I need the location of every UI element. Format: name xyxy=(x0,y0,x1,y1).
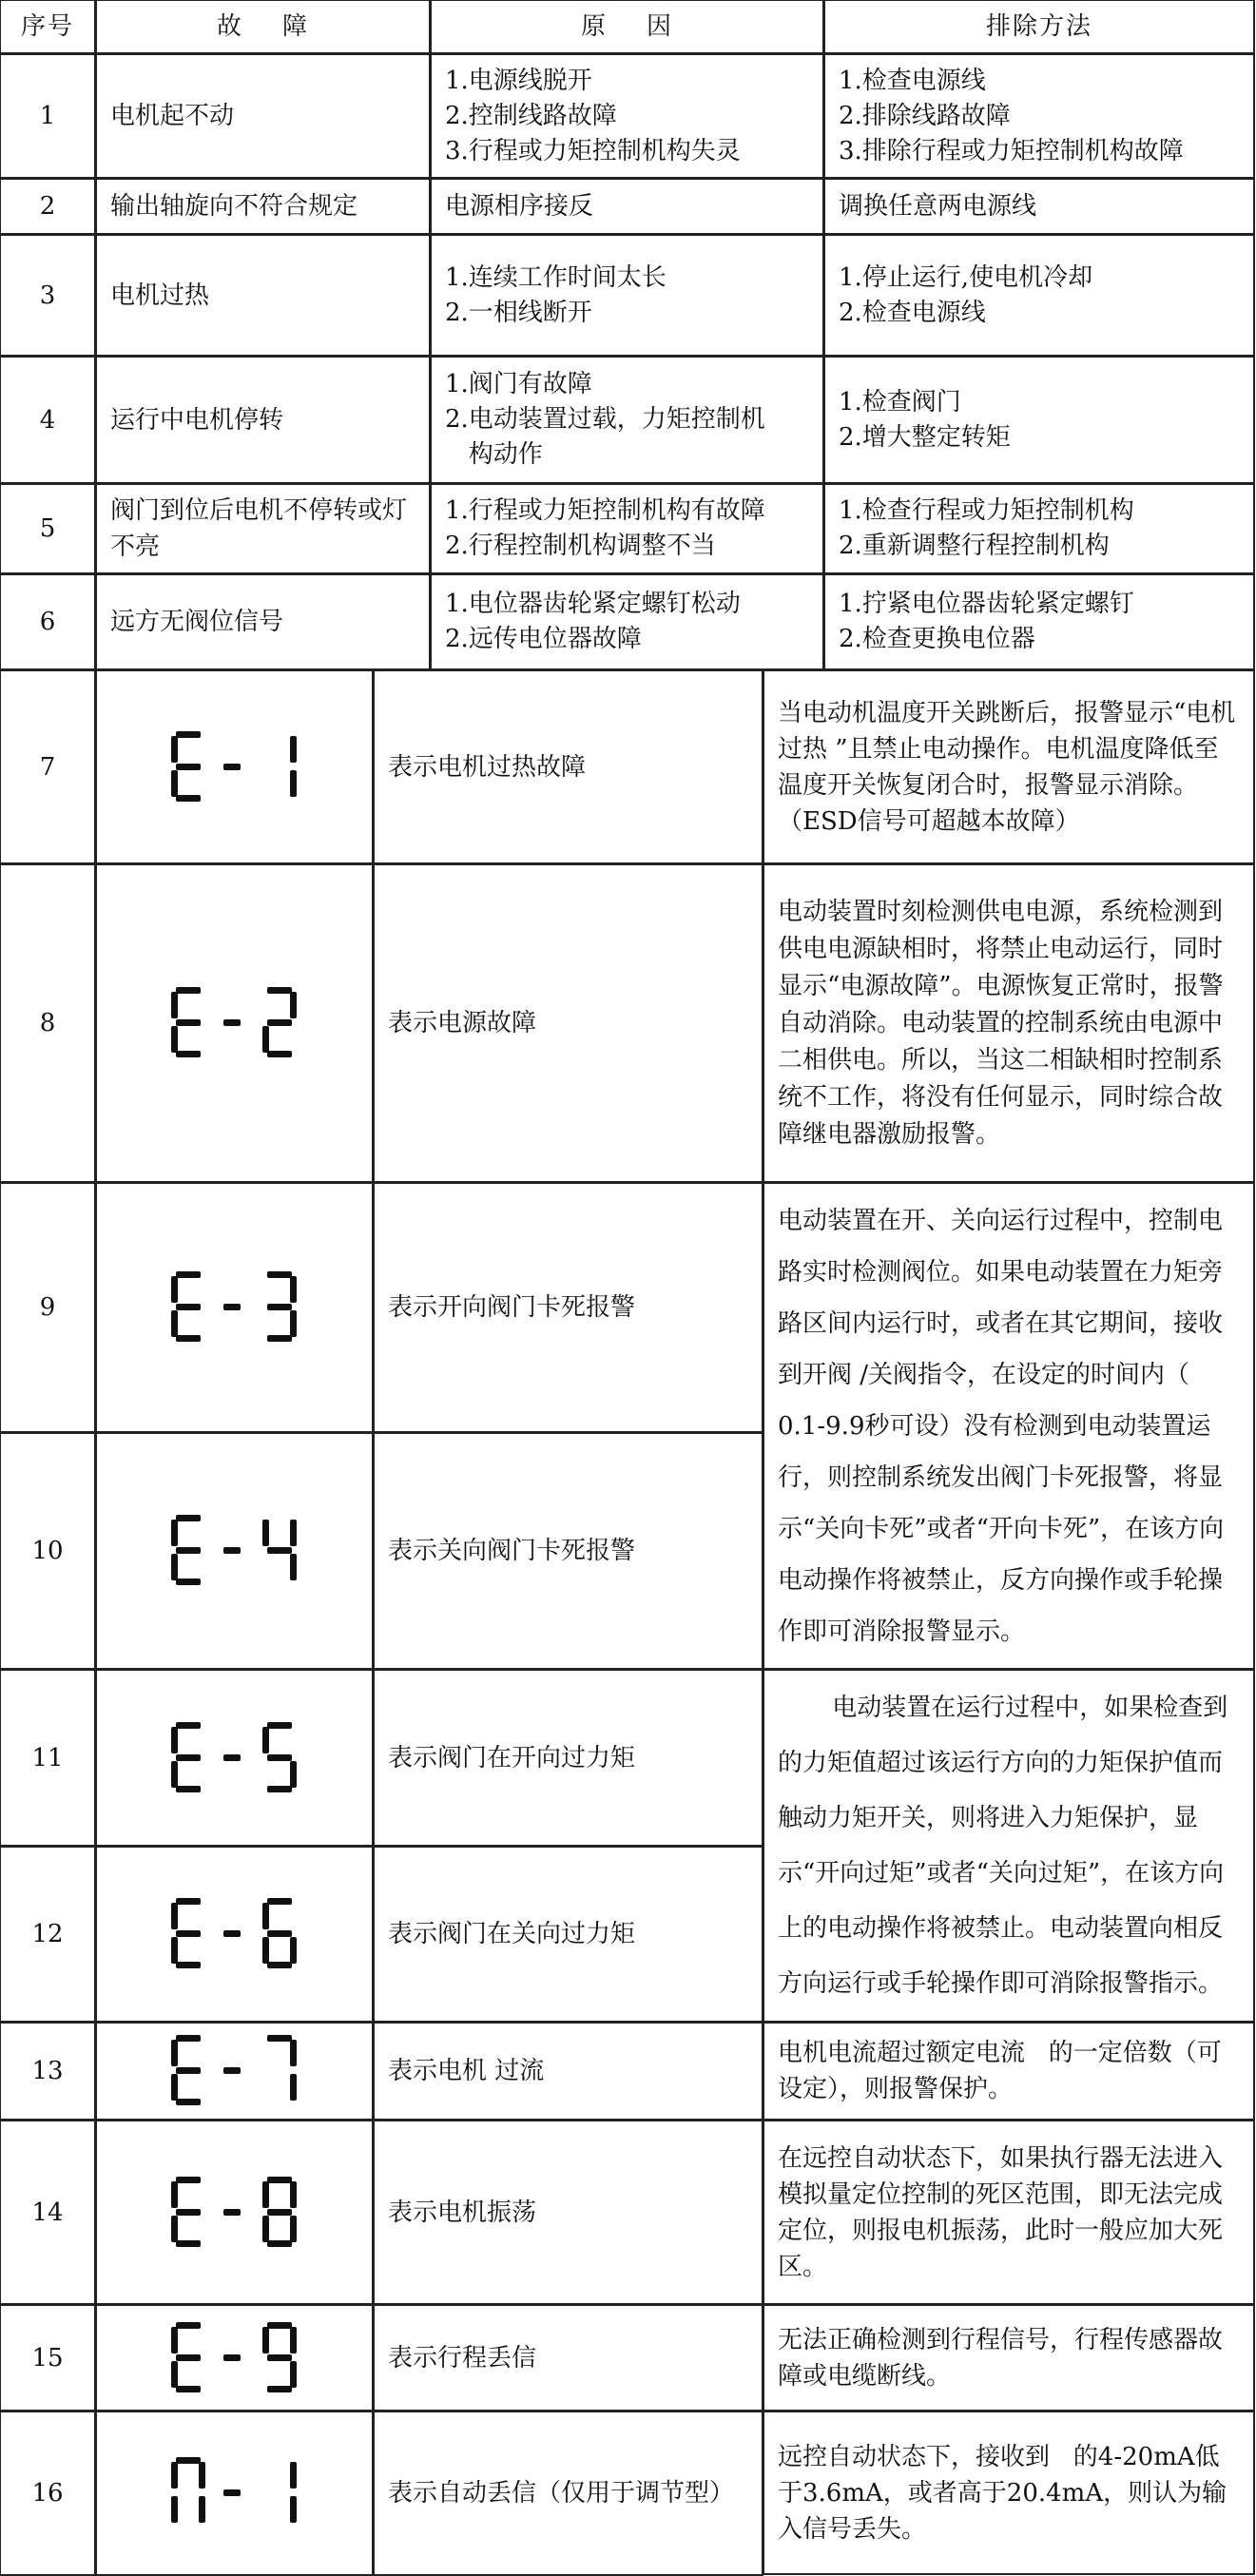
segment-g xyxy=(223,2354,241,2361)
segment-g xyxy=(267,1930,292,1937)
segment-a xyxy=(176,2035,201,2042)
description-cell xyxy=(373,2022,763,2121)
header-cause-label: 原 因 xyxy=(580,12,674,41)
cause-line: 3.行程或力矩控制机构失灵 xyxy=(445,136,741,165)
error-code-cell xyxy=(95,2411,374,2576)
segment-f xyxy=(262,2181,269,2208)
remedy-cell xyxy=(823,178,1255,235)
remedy-list xyxy=(839,261,1240,331)
segment-a xyxy=(267,2035,292,2042)
code-digit-e xyxy=(171,1898,201,1968)
error-code-cell xyxy=(95,2120,374,2305)
segment-d xyxy=(176,1335,201,1342)
segment-a xyxy=(267,987,292,994)
segment-f xyxy=(171,1520,178,1546)
code-digit-dash xyxy=(223,1019,241,1026)
segment-c xyxy=(290,2216,297,2242)
cause-cell xyxy=(430,356,824,484)
remedy-line: 2.排除线路故障 xyxy=(839,101,1011,130)
description-cell xyxy=(373,2411,763,2576)
code-digit-e xyxy=(171,1722,201,1792)
cause-cell xyxy=(430,178,824,235)
remedy-cell xyxy=(823,234,1255,357)
note-e3-e4 xyxy=(763,1182,1255,1670)
note-e34-text: 电动装置在开、关向运行过程中，控制电路实时检测阀位。如果电动装置在力矩旁路区间内运行时，或者在其它期间，接收到开阀 /关阀指令，在设定的时间内（ 0.1-9.9秒可设）没有检测到电动装置运行，则控制系统发出阀门卡死报警，将显示“关向卡死”或者“开向卡死”，在该方向电动操作将被禁止，反方向操作或手轮操作即可消除报警显示。 xyxy=(778,1206,1225,1646)
code-digit-dash xyxy=(223,1930,241,1937)
segment-f xyxy=(171,992,178,1018)
cause-list xyxy=(445,261,809,331)
header-fault xyxy=(95,0,431,54)
header-remedy: 排除方法 xyxy=(823,0,1255,54)
segment-d xyxy=(176,1051,201,1057)
segment-c xyxy=(290,770,297,797)
code-digit-e xyxy=(171,731,201,802)
row-number: 6 xyxy=(0,573,96,670)
cause-list xyxy=(445,494,809,564)
remedy-list xyxy=(839,494,1240,564)
header-no: 序号 xyxy=(0,0,96,54)
error-code-display xyxy=(164,2457,305,2529)
segment-g xyxy=(267,1754,292,1761)
description-cell xyxy=(373,669,763,864)
remedy-list xyxy=(839,587,1240,657)
segment-f xyxy=(262,1727,269,1753)
code-digit-dash xyxy=(223,2354,241,2361)
segment-g xyxy=(176,1930,201,1937)
remedy-line: 1.检查阀门 xyxy=(839,387,961,416)
segment-g xyxy=(223,1754,241,1761)
segment-e xyxy=(171,1761,178,1788)
segment-a xyxy=(176,1271,201,1278)
segment-a xyxy=(267,1722,292,1729)
code-digit-5 xyxy=(262,1722,297,1792)
segment-a xyxy=(176,987,201,994)
segment-f xyxy=(262,2327,269,2353)
code-digit-1 xyxy=(290,2462,297,2523)
note-e9 xyxy=(763,2304,1255,2411)
segment-a xyxy=(267,1898,292,1905)
error-code-cell xyxy=(95,863,374,1183)
note-e7-text: 电机电流超过额定电流 的一定倍数（可设定），则报警保护。 xyxy=(778,2039,1222,2103)
remedy-line: 3.排除行程或力矩控制机构故障 xyxy=(839,136,1184,165)
segment-d xyxy=(267,1051,292,1057)
segment-g xyxy=(176,1304,201,1310)
code-digit-e xyxy=(171,2035,201,2105)
row-number: 3 xyxy=(0,234,96,357)
segment-c xyxy=(199,2496,205,2523)
cause-line: 1.阀门有故障 xyxy=(445,370,592,398)
fault-text: 电机起不动 xyxy=(110,102,235,130)
remedy-line: 调换任意两电源线 xyxy=(839,191,1037,221)
fault-text: 输出轴旋向不符合规定 xyxy=(110,192,358,221)
segment-b xyxy=(290,1276,297,1303)
code-digit-8 xyxy=(262,2177,297,2247)
fault-cell xyxy=(95,356,431,484)
description-text: 表示行程丢信 xyxy=(388,2343,537,2373)
description-text: 表示电机 过流 xyxy=(388,2057,545,2085)
segment-d xyxy=(176,1786,201,1792)
code-digit-6 xyxy=(262,1898,297,1968)
code-digit-3 xyxy=(267,1271,297,1342)
segment-a xyxy=(267,2322,292,2329)
remedy-list xyxy=(839,189,1240,224)
segment-g xyxy=(267,2209,292,2216)
segment-b xyxy=(199,2462,205,2489)
row-number: 16 xyxy=(0,2411,96,2576)
code-digit-dash xyxy=(223,2209,241,2216)
code-digit-2 xyxy=(262,987,297,1057)
description-text: 表示开向阀门卡死报警 xyxy=(388,1293,636,1322)
description-text: 表示电源故障 xyxy=(388,1009,537,1037)
error-code-cell xyxy=(95,669,374,864)
segment-g xyxy=(223,1930,241,1937)
segment-g xyxy=(176,2354,201,2361)
segment-c xyxy=(290,2496,297,2523)
code-digit-e xyxy=(171,987,201,1057)
segment-g xyxy=(267,1019,292,1026)
segment-b xyxy=(290,2327,297,2353)
description-text: 表示自动丢信（仅用于调节型） xyxy=(388,2479,735,2508)
row-number: 8 xyxy=(0,863,96,1183)
header-fault-label: 故 障 xyxy=(216,12,310,41)
code-digit-9 xyxy=(262,2322,297,2392)
remedy-list xyxy=(839,385,1240,455)
segment-g xyxy=(267,2354,292,2361)
row-number: 11 xyxy=(0,1669,96,1847)
code-digit-dash xyxy=(223,1547,241,1554)
description-cell xyxy=(373,1182,763,1433)
segment-g xyxy=(267,1547,292,1554)
segment-d xyxy=(267,1335,292,1342)
segment-e xyxy=(171,1026,178,1053)
fault-text: 阀门到位后电机不停转或灯不亮 xyxy=(110,496,408,561)
note-n1 xyxy=(763,2411,1255,2575)
remedy-line: 1.停止运行,使电机冷却 xyxy=(839,262,1093,292)
error-code-display xyxy=(164,2177,305,2249)
segment-e xyxy=(262,1026,269,1053)
segment-f xyxy=(171,2327,178,2353)
segment-c xyxy=(290,1554,297,1580)
segment-g xyxy=(223,1547,241,1554)
segment-g xyxy=(223,2067,241,2074)
cause-line: 2.控制线路故障 xyxy=(445,101,617,130)
segment-b xyxy=(290,992,297,1018)
segment-g xyxy=(176,2209,201,2216)
description-cell xyxy=(373,2304,763,2411)
segment-a xyxy=(267,1271,292,1278)
error-code-display xyxy=(164,1898,305,1970)
description-cell xyxy=(373,1846,763,2023)
segment-e xyxy=(262,1937,269,1964)
code-digit-n xyxy=(171,2457,205,2523)
fault-cell xyxy=(95,483,431,574)
note-e5-e6 xyxy=(763,1669,1255,2023)
cause-list xyxy=(445,189,809,224)
segment-e xyxy=(171,2361,178,2388)
remedy-cell xyxy=(823,573,1255,670)
segment-f xyxy=(171,1276,178,1303)
segment-g xyxy=(223,1019,241,1026)
note-n1-text: 远控自动状态下，接收到 的4-20mA低于3.6mA，或者高于20.4mA，则认为输入信号丢失。 xyxy=(778,2442,1227,2544)
segment-e xyxy=(171,2216,178,2242)
row-number: 10 xyxy=(0,1432,96,1670)
segment-c xyxy=(290,1937,297,1964)
code-digit-dash xyxy=(223,2067,241,2074)
cause-cell xyxy=(430,53,824,179)
segment-d xyxy=(176,795,201,802)
cause-list xyxy=(445,64,809,169)
description-text: 表示电机振荡 xyxy=(388,2198,537,2227)
segment-e xyxy=(171,1310,178,1337)
remedy-line: 1.检查电源线 xyxy=(839,66,986,95)
error-code-display xyxy=(164,731,305,804)
note-e2-text: 电动装置时刻检测供电电源，系统检测到供电电源缺相时，将禁止电动运行，同时显示“电源故障”。电源恢复正常时，报警自动消除。电动装置的控制系统由电源中二相供电。所以，当这二相缺相时控制系统不工作，将没有任何显示，同时综合故障继电器激励报警。 xyxy=(778,897,1224,1149)
description-cell xyxy=(373,1669,763,1847)
error-code-display xyxy=(164,2322,305,2394)
remedy-cell xyxy=(823,356,1255,484)
cause-line: 电源相序接反 xyxy=(445,191,594,221)
remedy-line: 1.检查行程或力矩控制机构 xyxy=(839,496,1134,525)
code-digit-e xyxy=(171,1271,201,1342)
segment-a xyxy=(176,1515,201,1521)
segment-f xyxy=(171,2040,178,2066)
segment-g xyxy=(176,1019,201,1026)
note-e1 xyxy=(763,669,1255,864)
code-digit-dash xyxy=(223,1304,241,1310)
remedy-cell xyxy=(823,53,1255,179)
note-e2 xyxy=(763,863,1255,1183)
segment-d xyxy=(267,1786,292,1792)
fault-cell xyxy=(95,234,431,357)
cause-line: 构动作 xyxy=(445,440,543,469)
segment-d xyxy=(176,2099,201,2105)
description-cell xyxy=(373,863,763,1183)
header-cause xyxy=(430,0,824,54)
segment-a xyxy=(176,1898,201,1905)
fault-text: 运行中电机停转 xyxy=(110,405,284,435)
error-code-display xyxy=(164,987,305,1059)
segment-g xyxy=(223,2209,241,2216)
segment-f xyxy=(262,1903,269,1929)
cause-cell xyxy=(430,234,824,357)
segment-f xyxy=(171,2181,178,2208)
remedy-line: 2.增大整定转矩 xyxy=(839,422,1011,452)
code-digit-e xyxy=(171,2322,201,2392)
row-number: 12 xyxy=(0,1846,96,2023)
segment-e xyxy=(262,2216,269,2242)
fault-text: 电机过热 xyxy=(110,281,210,310)
segment-f xyxy=(171,1903,178,1929)
segment-a xyxy=(176,2322,201,2329)
segment-a xyxy=(176,731,201,738)
row-number: 2 xyxy=(0,178,96,235)
error-code-display xyxy=(164,2035,305,2107)
cause-list xyxy=(445,587,809,657)
error-code-cell xyxy=(95,1432,374,1670)
fault-cell xyxy=(95,178,431,235)
segment-b xyxy=(290,1520,297,1546)
error-code-cell xyxy=(95,1846,374,2023)
segment-d xyxy=(267,2386,292,2392)
row-number: 7 xyxy=(0,669,96,864)
segment-b xyxy=(290,736,297,763)
segment-d xyxy=(176,1579,201,1585)
segment-a xyxy=(176,1722,201,1729)
cause-line: 2.电动装置过载，力矩控制机 xyxy=(445,405,765,434)
segment-c xyxy=(290,2074,297,2101)
cause-list xyxy=(445,367,809,473)
cause-line: 2.远传电位器故障 xyxy=(445,625,642,653)
segment-g xyxy=(176,2067,201,2074)
segment-a xyxy=(176,2177,201,2183)
segment-g xyxy=(267,1304,292,1310)
remedy-list xyxy=(839,64,1240,169)
cause-line: 2.行程控制机构调整不当 xyxy=(445,532,716,560)
segment-a xyxy=(176,2457,201,2464)
code-digit-e xyxy=(171,2177,201,2247)
description-text: 表示阀门在开向过力矩 xyxy=(388,1743,636,1772)
segment-e xyxy=(171,2074,178,2101)
note-e9-text: 无法正确检测到行程信号，行程传感器故障或电缆断线。 xyxy=(778,2325,1224,2391)
row-number: 5 xyxy=(0,483,96,574)
segment-d xyxy=(176,1962,201,1968)
segment-f xyxy=(262,1520,269,1546)
segment-g xyxy=(223,1304,241,1310)
note-e7 xyxy=(763,2022,1255,2121)
segment-f xyxy=(171,1727,178,1753)
segment-g xyxy=(223,764,241,770)
segment-g xyxy=(223,2489,241,2496)
segment-g xyxy=(176,764,201,770)
row-number: 13 xyxy=(0,2022,96,2121)
code-digit-e xyxy=(171,1515,201,1585)
segment-e xyxy=(171,1937,178,1964)
segment-c xyxy=(290,2361,297,2388)
error-code-display xyxy=(164,1722,305,1794)
segment-d xyxy=(176,2386,201,2392)
row-number: 9 xyxy=(0,1182,96,1433)
description-text: 表示阀门在关向过力矩 xyxy=(388,1920,636,1948)
segment-b xyxy=(290,2181,297,2208)
error-code-cell xyxy=(95,1182,374,1433)
note-e1-text: 当电动机温度开关跳断后，报警显示“电机过热 ”且禁止电动操作。电机温度降低至温度开关恢复闭合时，报警显示消除。（ESD信号可超越本故障） xyxy=(778,698,1236,836)
segment-d xyxy=(176,2240,201,2247)
code-digit-7 xyxy=(267,2035,297,2101)
segment-b xyxy=(290,2040,297,2066)
cause-cell xyxy=(430,573,824,670)
segment-c xyxy=(290,1761,297,1788)
code-digit-dash xyxy=(223,1754,241,1761)
row-number: 1 xyxy=(0,53,96,179)
error-code-cell xyxy=(95,2304,374,2411)
cause-line: 1.行程或力矩控制机构有故障 xyxy=(445,496,765,525)
description-text: 表示关向阀门卡死报警 xyxy=(388,1537,636,1565)
description-text: 表示电机过热故障 xyxy=(388,752,587,782)
code-digit-dash xyxy=(223,2489,241,2496)
fault-text: 远方无阀位信号 xyxy=(110,608,284,636)
segment-d xyxy=(267,2240,292,2247)
row-number: 14 xyxy=(0,2120,96,2305)
remedy-line: 2.重新调整行程控制机构 xyxy=(839,532,1110,560)
code-digit-4 xyxy=(262,1520,297,1580)
cause-line: 2.一相线断开 xyxy=(445,298,592,327)
segment-f xyxy=(171,736,178,763)
error-code-display xyxy=(164,1515,305,1587)
note-e8 xyxy=(763,2120,1255,2305)
error-code-display xyxy=(164,1271,305,1344)
note-e8-text: 在远控自动状态下，如果执行器无法进入模拟量定位控制的死区范围，即无法完成定位，则报电机振荡，此时一般应加大死区。 xyxy=(778,2143,1224,2281)
segment-g xyxy=(176,1547,201,1554)
remedy-line: 2.检查电源线 xyxy=(839,298,986,327)
note-e56-text: 电动装置在运行过程中，如果检查到的力矩值超过该运行方向的力矩保护值而触动力矩开关，则将进入力矩保护，显示“开向过矩”或者“关向过矩”，在该方向上的电动操作将被禁止。电动装置向相反方向运行或手轮操作即可消除报警指示。 xyxy=(778,1694,1228,1998)
segment-e xyxy=(171,2496,178,2523)
segment-g xyxy=(176,1754,201,1761)
fault-cell xyxy=(95,573,431,670)
cause-line: 1.电源线脱开 xyxy=(445,66,592,95)
segment-b xyxy=(290,2462,297,2489)
error-code-cell xyxy=(95,1669,374,1847)
remedy-cell xyxy=(823,483,1255,574)
row-number: 4 xyxy=(0,356,96,484)
cause-cell xyxy=(430,483,824,574)
segment-d xyxy=(267,1962,292,1968)
segment-e xyxy=(171,1554,178,1580)
segment-f xyxy=(171,2462,178,2489)
cause-line: 1.电位器齿轮紧定螺钉松动 xyxy=(445,590,741,618)
fault-cell xyxy=(95,53,431,179)
row-number: 15 xyxy=(0,2304,96,2411)
cause-line: 1.连续工作时间太长 xyxy=(445,262,667,292)
code-digit-1 xyxy=(290,736,297,797)
segment-a xyxy=(267,2177,292,2183)
code-digit-dash xyxy=(223,764,241,770)
remedy-line: 1.拧紧电位器齿轮紧定螺钉 xyxy=(839,590,1134,618)
error-code-cell xyxy=(95,2022,374,2121)
segment-c xyxy=(290,1310,297,1337)
description-cell xyxy=(373,2120,763,2305)
remedy-line: 2.检查更换电位器 xyxy=(839,625,1035,653)
segment-e xyxy=(171,770,178,797)
description-cell xyxy=(373,1432,763,1670)
